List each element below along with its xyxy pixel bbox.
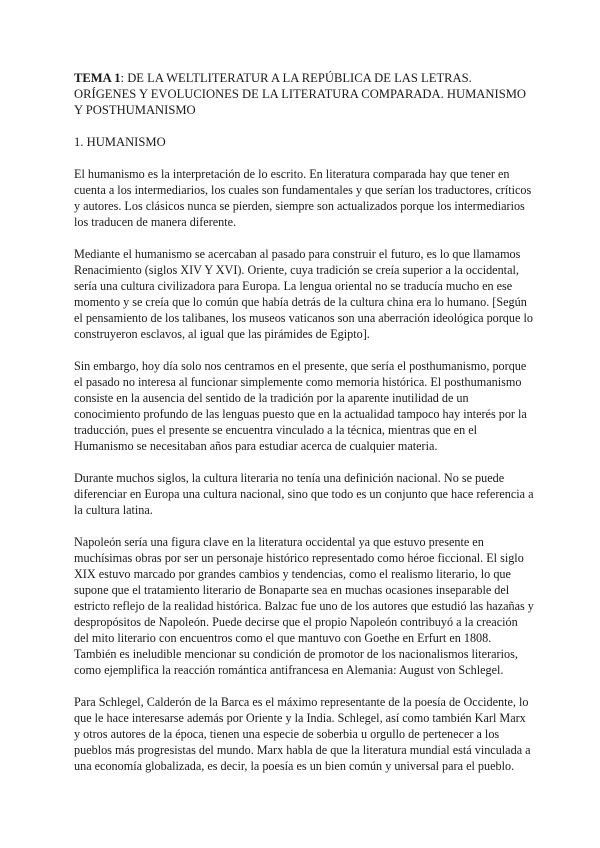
title-prefix: TEMA 1 [74,71,121,85]
section-heading: 1. HUMANISMO [74,135,166,149]
paragraph-5: Napoleón sería una figura clave en la literatura occidental ya que estuvo presente en muchísimas obras por ser un personaje histórico representado como héroe ficcional. El siglo XIX estuvo marcado por grandes cambios y tendencias, como el realismo literario, lo que supone que el tratamiento literario de Bonaparte sea en muchas ocasiones inseparable del estricto reflejo de la realidad histórica. Balzac fue uno de los autores que estudió las hazañas y despropósitos de Napoleón. Puede decirse que el propio Napoleón contribuyó a la creación del mito literario con encuentros como el que mantuvo con Goethe en Erfurt en 1808. También es ineludible mencionar su condición de promotor de los nacionalismos literarios, como ejemplifica la reacción romántica antifrancesa en Alemania: August von Schlegel. [74,535,534,677]
paragraph-2: Mediante el humanismo se acercaban al pasado para construir el futuro, es lo que llamamos Renacimiento (siglos XIV Y XVI). Oriente, cuya tradición se creía superior a la occidental, sería una cultura civilizadora para Europa. La lengua oriental no se traducía mucho en ese momento y se creía que lo común que había detrás de la cultura china era lo humano. [Según el pensamiento de los talibanes, los museos vaticanos son una aberración ideológica porque lo construyeron esclavos, al igual que las pirámides de Egipto]. [74,247,533,341]
paragraph-4: Durante muchos siglos, la cultura literaria no tenía una definición nacional. No se puede diferenciar en Europa una cultura nacional, sino que todo es un conjunto que hace referencia a la cultura latina. [74,471,534,517]
document-page [74,70,534,790]
paragraph-1: El humanismo es la interpretación de lo escrito. En literatura comparada hay que tener en cuenta a los intermediarios, los cuales son fundamentales y que serían los traductores, críticos y autores. Los clásicos nunca se pierden, siempre son actualizados porque los intermediarios los traducen de manera diferente. [74,167,532,229]
paragraph-6: Para Schlegel, Calderón de la Barca es el máximo representante de la poesía de Occidente, lo que le hace interesarse además por Oriente y la India. Schlegel, así como también Karl Marx y otros autores de la época, tienen una especie de soberbia u orgullo de pertenecer a los pueblos más progresistas del mundo. Marx habla de que la literatura mundial está vinculada a una economía globalizada, es decir, la poesía es un bien común y universal para el pueblo. [74,695,531,773]
paragraph-3: Sin embargo, hoy día solo nos centramos en el presente, que sería el posthumanismo, porque el pasado no interesa al funcionar simplemente como memoria histórica. El posthumanismo consiste en la ausencia del sentido de la tradición por la aparente inutilidad de un conocimiento profundo de las lenguas puesto que en la actualidad tampoco hay interés por la traducción, pues el presente se encuentra vinculado a la técnica, mientras que en el Humanismo se necesitaban años para estudiar acerca de cualquier materia. [74,359,527,453]
title-text: : DE LA WELTLITERATUR A LA REPÚBLICA DE LAS LETRAS. ORÍGENES Y EVOLUCIONES DE LA LITERATURA COMPARADA. HUMANISMO Y POSTHUMANISMO [74,71,526,117]
document-title [74,70,534,118]
